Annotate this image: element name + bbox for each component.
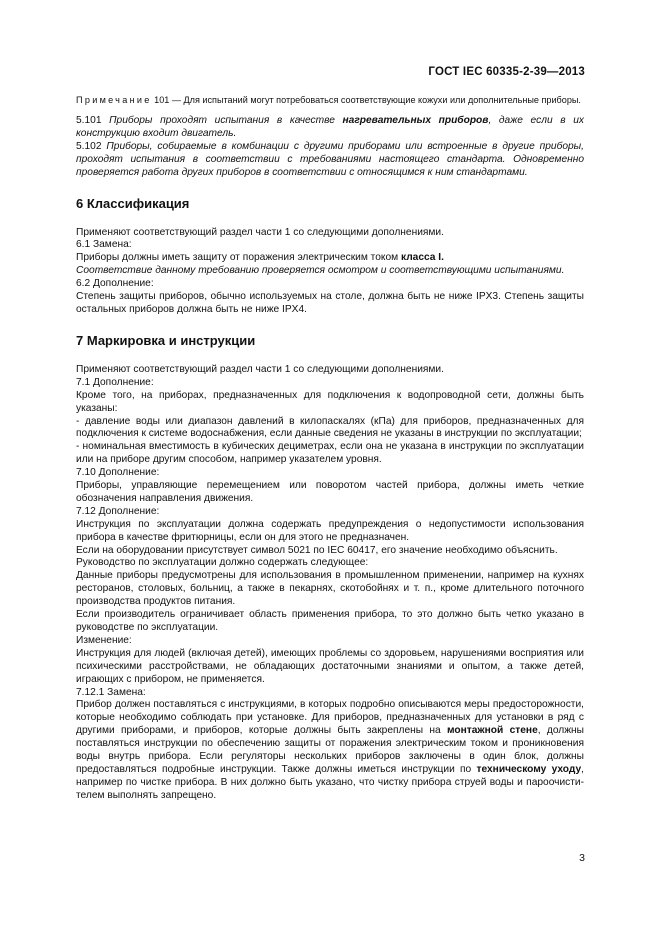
clause-text: Приборы должны иметь защиту от поражения электрическим током <box>76 252 401 264</box>
change-label: Изменение: <box>76 634 132 646</box>
section-6-heading: 6 Классификация <box>76 195 190 211</box>
term-maintenance: техническому уходу <box>476 763 582 775</box>
list-item: - давление воды или диапазон давлений в килопаскалях (кПа) для приборов, предназначенных для подключения к системе водоснабжения, если данные сведения не указаны в инструкции по эксплуатации; <box>76 415 584 440</box>
clause-7-10-text: Приборы, управляющие перемещением или поворотом частей прибора, должны иметь четкие обозначения направления движения. <box>76 480 584 504</box>
section-7-heading: 7 Маркировка и инструкции <box>76 332 256 348</box>
clause-7-1: 7.1 Дополнение: <box>76 376 154 388</box>
clause-text: , должны поставляться инструкции по обеспечению защиты от поражения электрическим током и проникновения воды внутрь прибора. Если регуляторы нескольких приборов заключены в один блок, должны предоставляться подробные инструкции. Также должны иметься инструкции по <box>76 725 584 775</box>
note-label: Примечание <box>76 95 152 105</box>
clause-7-12-symbol: Если на оборудовании присутствует символ 5021 по IEC 60417, его значение необходимо объяснить. <box>76 544 558 556</box>
clause-text: , например по чистке прибора. В них должно быть указано, что чистку прибора струей воды и пароочистителем выполнять запрещено. <box>76 763 584 801</box>
section-6-intro: Применяют соответствующий раздел части 1 со следующими дополнениями. <box>76 226 444 238</box>
note-101 <box>76 94 584 106</box>
note-text: 101 — Для испытаний могут потребоваться соответствующие кожухи или дополнительные приборы. <box>151 95 581 105</box>
clause-6-1-compliance <box>76 265 584 278</box>
clause-6-2: 6.2 Дополнение: <box>76 278 154 290</box>
clause-7-12: 7.12 Дополнение: <box>76 505 160 517</box>
clause-7-12-professional: Данные приборы предусмотрены для использования в промышленном применении, например на кухнях ресторанов, столовых, больниц, а также в пекарнях, скотобойнях и т. п., кроме длительного поточного производства продуктов питания. <box>76 570 584 608</box>
clause-7-12-1: 7.12.1 Замена: <box>76 686 146 698</box>
clause-number: 5.102 <box>76 140 107 152</box>
compliance-text: Соответствие данному требованию проверяется осмотром и соответствующими испытаниями. <box>76 265 565 277</box>
clause-6-1-text <box>76 252 584 265</box>
term-class-i: класса I. <box>400 252 444 264</box>
page-body <box>76 94 584 803</box>
clause-5-101 <box>76 115 584 141</box>
clause-text: Приборы, собираемые в комбинации с другими приборами или встроенные в другие приборы, проходят испытания в соответствии с требованиями настоящего стандарта. Одновременно проверяется работа других приборов в соответствии с относящимся к ним стандартами. <box>76 140 584 178</box>
clause-text: Прибор должен поставляться с инструкциями, в которых подробно описываются меры предосторожности, которые необходимо соблюдать при установке. Для приборов, предназначенных для установки в ряд с другими приборами, и приборов, которые должны быть закреплены на <box>76 699 584 737</box>
term-mounting-wall: монтажной стене <box>447 725 538 737</box>
section-7-intro: Применяют соответствующий раздел части 1 со следующими дополнениями. <box>76 363 444 375</box>
clause-7-12-limit: Если производитель ограничивает область применения прибора, то это должно быть четко указано в руководстве по эксплуатации. <box>76 609 584 633</box>
list-item: - номинальная вместимость в кубических дециметрах, если она не указана в инструкции по эксплуатации или на приборе другим способом, например указателем уровня. <box>76 441 584 466</box>
clause-text: , даже если в их конструкцию входит двигатель. <box>76 115 585 139</box>
clause-7-12-1-text <box>76 699 584 802</box>
clause-7-1-text: Кроме того, на приборах, предназначенных для подключения к водопроводной сети, должны быть указаны: <box>76 389 584 414</box>
clause-6-1: 6.1 Замена: <box>76 239 132 251</box>
clause-text: Приборы проходят испытания в качестве <box>109 115 343 126</box>
clause-6-2-text: Степень защиты приборов, обычно используемых на столе, должна быть не ниже IPX3. Степень защиты остальных приборов должна быть не ниже IPX4. <box>76 291 584 315</box>
clause-7-12-guide: Руководство по эксплуатации должно содержать следующее: <box>76 557 369 569</box>
clause-7-10: 7.10 Дополнение: <box>76 467 160 479</box>
term-heating-appliances: нагревательных приборов <box>342 115 489 126</box>
clause-5-102 <box>76 141 584 180</box>
change-text: Инструкция для людей (включая детей), имеющих проблемы со здоровьем, нарушениями восприятия или психическими расстройствами, не обладающих достаточными знаниями и опытом, а также детей, играющих с прибором, не применяется. <box>76 647 584 685</box>
page-number: 3 <box>579 852 585 864</box>
clause-7-12-text: Инструкция по эксплуатации должна содержать предупреждения о недопустимости использования прибора в качестве фритюрницы, если он для этого не предназначен. <box>76 518 584 543</box>
document-code-header: ГОСТ IEC 60335-2-39—2013 <box>428 66 585 78</box>
clause-number: 5.101 <box>76 115 110 126</box>
